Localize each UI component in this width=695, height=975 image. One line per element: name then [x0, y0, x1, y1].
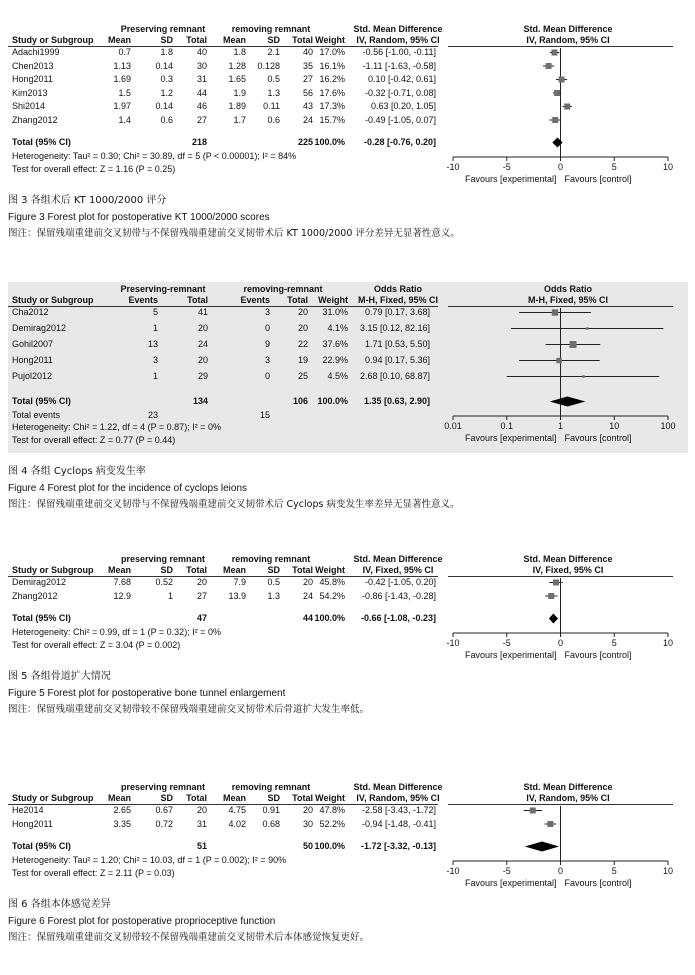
plot-header: Odds Ratio — [543, 284, 592, 294]
pooled-diamond — [549, 614, 558, 624]
events-control: 3 — [264, 355, 270, 365]
sd-experimental: 1.8 — [160, 47, 173, 57]
study-name: Gohil2007 — [12, 339, 54, 349]
overall-effect: Test for overall effect: Z = 0.77 (P = 0.44) — [12, 435, 176, 445]
x-tick-label: 10 — [662, 866, 674, 876]
column-header: Weight — [315, 35, 345, 45]
figure-caption-en: Figure 4 Forest plot for the incidence of cyclops leions — [8, 483, 248, 494]
total-experimental: 20 — [197, 323, 208, 333]
total-control: 56 — [302, 87, 313, 98]
effect-header: Odds Ratio — [373, 284, 422, 294]
x-tick-label: 0 — [557, 638, 564, 648]
forest-plot-svg — [8, 282, 688, 453]
effect-method: IV, Random, 95% CI — [356, 793, 440, 803]
effect-ci: 0.63 [0.20, 1.05] — [370, 101, 436, 111]
effect-ci: 2.68 [0.10, 68.87] — [359, 371, 430, 381]
figure-caption-en: Figure 6 Forest plot for postoperative proprioceptive function — [8, 916, 276, 927]
x-tick-label: 5 — [611, 866, 617, 876]
total-control: 106 — [292, 396, 308, 406]
overall-effect: Test for overall effect: Z = 3.04 (P = 0.002) — [12, 640, 181, 650]
total-experimental: 20 — [197, 355, 208, 365]
effect-ci: -0.42 [-1.05, 0.20] — [364, 577, 436, 587]
column-header: Total — [186, 565, 207, 575]
sd-experimental: 0.52 — [155, 577, 173, 587]
weight: 47.8% — [319, 805, 345, 815]
total-control: 24 — [302, 590, 313, 601]
mean-experimental: 2.65 — [113, 805, 131, 815]
favours-right-label: Favours [control] — [564, 174, 632, 184]
total-experimental: 47 — [196, 613, 207, 623]
column-header: Total — [292, 793, 313, 803]
sd-experimental: 0.14 — [155, 101, 173, 111]
column-header: Weight — [318, 295, 348, 305]
total-weight: 100.0% — [314, 137, 345, 147]
sd-control: 0.128 — [257, 60, 280, 71]
total-effect-ci: -0.66 [-1.08, -0.23] — [360, 613, 436, 623]
figure-caption-zh: 图 3 各组术后 KT 1000/2000 评分 — [8, 195, 167, 206]
effect-method: M-H, Fixed, 95% CI — [357, 295, 438, 305]
mean-control: 1.89 — [228, 101, 246, 111]
events-experimental: 13 — [147, 339, 158, 349]
sd-control: 0.11 — [263, 101, 280, 111]
total-experimental: 51 — [196, 841, 207, 851]
sd-control: 0.5 — [267, 577, 280, 587]
column-header: Weight — [315, 565, 345, 575]
effect-ci: 0.94 [0.17, 5.36] — [364, 355, 430, 365]
x-tick-label: -10 — [446, 638, 460, 648]
study-name: Hong2011 — [12, 355, 53, 365]
sd-experimental: 0.14 — [155, 60, 173, 71]
study-name: Demirag2012 — [12, 323, 67, 333]
effect-ci: 0.79 [0.17, 3.68] — [364, 307, 430, 317]
total-control: 30 — [302, 818, 313, 829]
effect-ci: -2.58 [-3.43, -1.72] — [361, 805, 436, 815]
column-header: Mean — [222, 565, 246, 575]
mean-experimental: 1.5 — [118, 87, 131, 98]
mean-control: 1.65 — [228, 74, 246, 84]
total-experimental: 27 — [196, 590, 207, 601]
forest-plot-panel — [8, 22, 688, 182]
figure-note: 图注：保留残端重建前交叉韧带较不保留残端重建前交叉韧带术后本体感觉恢复更好。 — [8, 932, 370, 943]
weight: 16.2% — [319, 74, 345, 84]
effect-ci: -0.56 [-1.00, -0.11] — [362, 47, 436, 57]
plot-header: Std. Mean Difference — [523, 554, 613, 564]
weight: 17.6% — [319, 87, 345, 98]
total-control: 20 — [302, 805, 313, 815]
figure-note: 图注：保留残端重建前交叉韧带与不保留残端重建前交叉韧带术后 Cyclops 病变发生率差异无显著性意义。 — [8, 499, 460, 510]
weight: 17.3% — [319, 101, 345, 111]
figure-caption-zh: 图 5 各组骨道扩大情况 — [8, 671, 111, 682]
column-header: Total — [186, 35, 207, 45]
weight: 17.0% — [319, 47, 345, 57]
heterogeneity: Heterogeneity: Chi² = 0.99, df = 1 (P = 0.32); I² = 0% — [12, 627, 221, 637]
total-experimental: 30 — [196, 60, 207, 71]
weight: 52.2% — [319, 818, 345, 829]
forest-plot-svg — [8, 22, 688, 182]
effect-square — [548, 593, 554, 599]
effect-square — [551, 50, 557, 56]
total-effect-ci: -1.72 [-3.32, -0.13] — [360, 841, 436, 851]
heterogeneity: Heterogeneity: Tau² = 1.20; Chi² = 10.03, df = 1 (P = 0.002); I² = 90% — [12, 855, 287, 865]
plot-method: M-H, Fixed, 95% CI — [527, 295, 608, 305]
study-name: Hong2011 — [12, 818, 53, 829]
sd-control: 1.3 — [267, 590, 280, 601]
group1-header: preserving remnant — [120, 554, 206, 564]
group1-header: Preserving-remnant — [120, 284, 206, 294]
column-header: Mean — [107, 565, 131, 575]
effect-ci: -0.49 [-1.05, 0.07] — [364, 114, 436, 125]
mean-experimental: 7.68 — [113, 577, 131, 587]
column-header: Total — [292, 35, 313, 45]
column-header: SD — [160, 793, 173, 803]
sd-experimental: 0.72 — [155, 818, 173, 829]
effect-ci: -0.86 [-1.43, -0.28] — [361, 590, 436, 601]
group2-header: removing remnant — [231, 24, 311, 34]
mean-control: 1.9 — [233, 87, 246, 98]
effect-method: IV, Random, 95% CI — [356, 35, 440, 45]
overall-effect: Test for overall effect: Z = 1.16 (P = 0.25) — [12, 164, 176, 174]
favours-left-label: Favours [experimental] — [464, 878, 557, 888]
plot-header: Std. Mean Difference — [523, 782, 613, 792]
total-experimental: 134 — [192, 396, 208, 406]
mean-experimental: 1.69 — [113, 74, 131, 84]
total-events-experimental: 23 — [147, 410, 158, 420]
weight: 4.1% — [327, 323, 348, 333]
effect-ci: 3.15 [0.12, 82.16] — [359, 323, 430, 333]
effect-square — [546, 63, 552, 69]
mean-experimental: 1.97 — [113, 101, 131, 111]
mean-control: 4.75 — [228, 805, 246, 815]
x-tick-label: -10 — [446, 162, 460, 172]
forest-plot-panel — [8, 552, 688, 658]
plot-method: IV, Random, 95% CI — [526, 793, 610, 803]
total-control: 50 — [302, 841, 313, 851]
total-control: 35 — [302, 60, 313, 71]
weight: 4.5% — [327, 371, 348, 381]
weight: 45.8% — [319, 577, 345, 587]
total-control: 25 — [297, 371, 308, 381]
study-name: Chen2013 — [12, 60, 54, 71]
figure-caption-zh: 图 6 各组本体感觉差异 — [8, 899, 111, 910]
sd-control: 1.3 — [267, 87, 280, 98]
effect-header: Std. Mean Difference — [353, 782, 443, 792]
column-header-study: Study or Subgroup — [12, 35, 94, 45]
weight: 16.1% — [319, 60, 345, 71]
pooled-diamond — [525, 842, 559, 852]
forest-plot-svg — [8, 552, 688, 658]
x-tick-label: -5 — [502, 866, 511, 876]
effect-ci: -0.32 [-0.71, 0.08] — [364, 87, 436, 98]
sd-control: 0.5 — [267, 74, 280, 84]
events-control: 0 — [264, 371, 270, 381]
effect-square — [552, 117, 558, 123]
effect-square — [570, 341, 577, 348]
total-control: 24 — [302, 114, 313, 125]
effect-square — [582, 375, 585, 378]
figure-caption-en: Figure 5 Forest plot for postoperative bone tunnel enlargement — [8, 688, 286, 699]
effect-ci: -1.11 [-1.63, -0.58] — [362, 60, 436, 71]
favours-left-label: Favours [experimental] — [464, 174, 557, 184]
column-header: Mean — [222, 793, 246, 803]
effect-square — [564, 104, 570, 110]
figure-note: 图注：保留残端重建前交叉韧带较不保留残端重建前交叉韧带术后骨道扩大发生率低。 — [8, 704, 370, 715]
effect-method: IV, Fixed, 95% CI — [362, 565, 434, 575]
effect-ci: 1.71 [0.53, 5.50] — [364, 339, 430, 349]
x-tick-label: 5 — [611, 638, 617, 648]
column-header: Events — [240, 295, 270, 305]
total-experimental: 20 — [196, 805, 207, 815]
forest-plot-svg — [8, 780, 688, 886]
weight: 54.2% — [319, 590, 345, 601]
weight: 31.0% — [322, 307, 348, 317]
study-name: Kim2013 — [12, 87, 48, 98]
figure-caption-zh: 图 4 各组 Cyclops 病变发生率 — [8, 466, 146, 477]
mean-experimental: 0.7 — [118, 47, 131, 57]
mean-control: 1.8 — [233, 47, 246, 57]
events-experimental: 1 — [152, 323, 158, 333]
effect-square — [586, 327, 589, 330]
plot-header: Std. Mean Difference — [523, 24, 613, 34]
column-header-study: Study or Subgroup — [12, 793, 94, 803]
column-header: Total — [287, 295, 308, 305]
study-name: Adachi1999 — [12, 47, 60, 57]
group1-header: preserving remnant — [120, 782, 206, 792]
x-tick-label: 10 — [662, 162, 674, 172]
mean-control: 1.7 — [233, 114, 246, 125]
total-label: Total (95% CI) — [12, 137, 71, 147]
total-experimental: 41 — [197, 307, 208, 317]
effect-square — [556, 358, 561, 363]
total-events-control: 15 — [259, 410, 270, 420]
effect-header: Std. Mean Difference — [353, 554, 443, 564]
column-header: SD — [160, 565, 173, 575]
x-tick-label: -10 — [446, 866, 460, 876]
effect-ci: 0.10 [-0.42, 0.61] — [367, 74, 436, 84]
mean-control: 7.9 — [233, 577, 246, 587]
study-name: Demirag2012 — [12, 577, 67, 587]
weight: 37.6% — [322, 339, 348, 349]
column-header: Total — [292, 565, 313, 575]
pooled-diamond — [550, 397, 586, 407]
group2-header: removing remnant — [231, 554, 311, 564]
sd-experimental: 0.6 — [160, 114, 173, 125]
column-header: Mean — [107, 35, 131, 45]
total-control: 44 — [302, 613, 313, 623]
forest-plot-panel — [8, 282, 688, 453]
sd-experimental: 1.2 — [160, 87, 173, 98]
total-control: 20 — [302, 577, 313, 587]
total-control: 40 — [302, 47, 313, 57]
heterogeneity: Heterogeneity: Chi² = 1.22, df = 4 (P = 0.87); I² = 0% — [12, 422, 221, 432]
effect-square — [554, 90, 560, 96]
events-experimental: 5 — [152, 307, 158, 317]
total-control: 19 — [297, 355, 308, 365]
sd-control: 0.91 — [262, 805, 280, 815]
study-name: He2014 — [12, 805, 44, 815]
x-tick-label: 0.01 — [444, 421, 462, 431]
group2-header: removing remnant — [231, 782, 311, 792]
total-effect-ci: 1.35 [0.63, 2.90] — [363, 396, 430, 406]
total-label: Total (95% CI) — [12, 841, 71, 851]
weight: 15.7% — [319, 114, 345, 125]
total-experimental: 218 — [191, 137, 207, 147]
weight: 22.9% — [322, 355, 348, 365]
column-header-study: Study or Subgroup — [12, 565, 94, 575]
total-experimental: 46 — [196, 101, 207, 111]
total-control: 225 — [297, 137, 313, 147]
column-header: Mean — [222, 35, 246, 45]
favours-right-label: Favours [control] — [564, 433, 632, 443]
study-name: Shi2014 — [12, 101, 46, 111]
figure-caption-en: Figure 3 Forest plot for postoperative KT 1000/2000 scores — [8, 212, 270, 223]
total-control: 22 — [297, 339, 308, 349]
column-header: Mean — [107, 793, 131, 803]
column-header: SD — [160, 35, 173, 45]
mean-control: 4.02 — [228, 818, 246, 829]
x-tick-label: 0.1 — [500, 421, 514, 431]
x-tick-label: 1 — [557, 421, 564, 431]
effect-ci: -0.94 [-1.48, -0.41] — [361, 818, 436, 829]
events-experimental: 1 — [152, 371, 158, 381]
favours-right-label: Favours [control] — [564, 878, 632, 888]
study-name: Pujol2012 — [12, 371, 53, 381]
favours-left-label: Favours [experimental] — [464, 433, 557, 443]
x-tick-label: -5 — [502, 162, 511, 172]
total-label: Total (95% CI) — [12, 396, 71, 406]
total-experimental: 44 — [196, 87, 207, 98]
effect-square — [530, 808, 536, 814]
total-control: 27 — [302, 74, 313, 84]
effect-square — [559, 77, 565, 83]
group2-header: removing-remnant — [243, 284, 323, 294]
sd-experimental: 0.3 — [160, 74, 173, 84]
favours-right-label: Favours [control] — [564, 650, 632, 660]
total-weight: 100.0% — [317, 396, 348, 406]
study-name: Zhang2012 — [12, 590, 58, 601]
mean-experimental: 1.4 — [118, 114, 131, 125]
mean-experimental: 12.9 — [113, 590, 131, 601]
overall-effect: Test for overall effect: Z = 2.11 (P = 0.03) — [12, 868, 175, 878]
column-header: Events — [128, 295, 158, 305]
effect-square — [547, 821, 553, 827]
total-effect-ci: -0.28 [-0.76, 0.20] — [363, 137, 436, 147]
effect-square — [553, 580, 559, 586]
column-header-study: Study or Subgroup — [12, 295, 94, 305]
x-tick-label: 5 — [611, 162, 617, 172]
x-tick-label: 10 — [662, 638, 674, 648]
total-control: 43 — [302, 101, 313, 111]
total-events-label: Total events — [12, 410, 61, 420]
total-experimental: 20 — [196, 577, 207, 587]
column-header: Total — [186, 793, 207, 803]
column-header: Weight — [315, 793, 345, 803]
total-weight: 100.0% — [314, 613, 345, 623]
plot-method: IV, Fixed, 95% CI — [532, 565, 604, 575]
x-tick-label: -5 — [502, 638, 511, 648]
study-name: Zhang2012 — [12, 114, 58, 125]
events-experimental: 3 — [152, 355, 158, 365]
mean-control: 13.9 — [228, 590, 246, 601]
sd-experimental: 1 — [167, 590, 173, 601]
x-tick-label: 0 — [557, 866, 564, 876]
events-control: 0 — [264, 323, 270, 333]
x-tick-label: 0 — [557, 162, 564, 172]
pooled-diamond — [552, 138, 562, 148]
effect-header: Std. Mean Difference — [353, 24, 443, 34]
group1-header: Preserving remnant — [120, 24, 206, 34]
x-tick-label: 10 — [609, 421, 620, 431]
sd-control: 0.6 — [267, 114, 280, 125]
column-header: Total — [187, 295, 208, 305]
total-weight: 100.0% — [314, 841, 345, 851]
total-experimental: 31 — [196, 818, 207, 829]
mean-control: 1.28 — [228, 60, 246, 71]
sd-experimental: 0.67 — [155, 805, 173, 815]
favours-left-label: Favours [experimental] — [464, 650, 557, 660]
column-header: SD — [267, 793, 280, 803]
figure-note: 图注：保留残端重建前交叉韧带与不保留残端重建前交叉韧带术后 KT 1000/2000 评分差异无显著性意义。 — [8, 228, 460, 239]
total-experimental: 29 — [197, 371, 208, 381]
column-header: SD — [267, 565, 280, 575]
total-control: 20 — [297, 323, 308, 333]
study-name: Hong2011 — [12, 74, 53, 84]
total-control: 20 — [297, 307, 308, 317]
total-experimental: 31 — [196, 74, 207, 84]
total-label: Total (95% CI) — [12, 613, 71, 623]
forest-plot-panel — [8, 780, 688, 886]
effect-square — [552, 309, 558, 315]
mean-experimental: 3.35 — [113, 818, 131, 829]
events-control: 9 — [264, 339, 270, 349]
study-name: Cha2012 — [12, 307, 49, 317]
sd-control: 0.68 — [262, 818, 280, 829]
column-header: SD — [267, 35, 280, 45]
total-experimental: 24 — [197, 339, 208, 349]
x-tick-label: 100 — [660, 421, 676, 431]
events-control: 3 — [264, 307, 270, 317]
mean-experimental: 1.13 — [113, 60, 131, 71]
total-experimental: 40 — [196, 47, 207, 57]
plot-method: IV, Random, 95% CI — [526, 35, 610, 45]
total-experimental: 27 — [196, 114, 207, 125]
sd-control: 2.1 — [267, 47, 280, 57]
heterogeneity: Heterogeneity: Tau² = 0.30; Chi² = 30.89, df = 5 (P < 0.00001); I² = 84% — [12, 151, 297, 161]
